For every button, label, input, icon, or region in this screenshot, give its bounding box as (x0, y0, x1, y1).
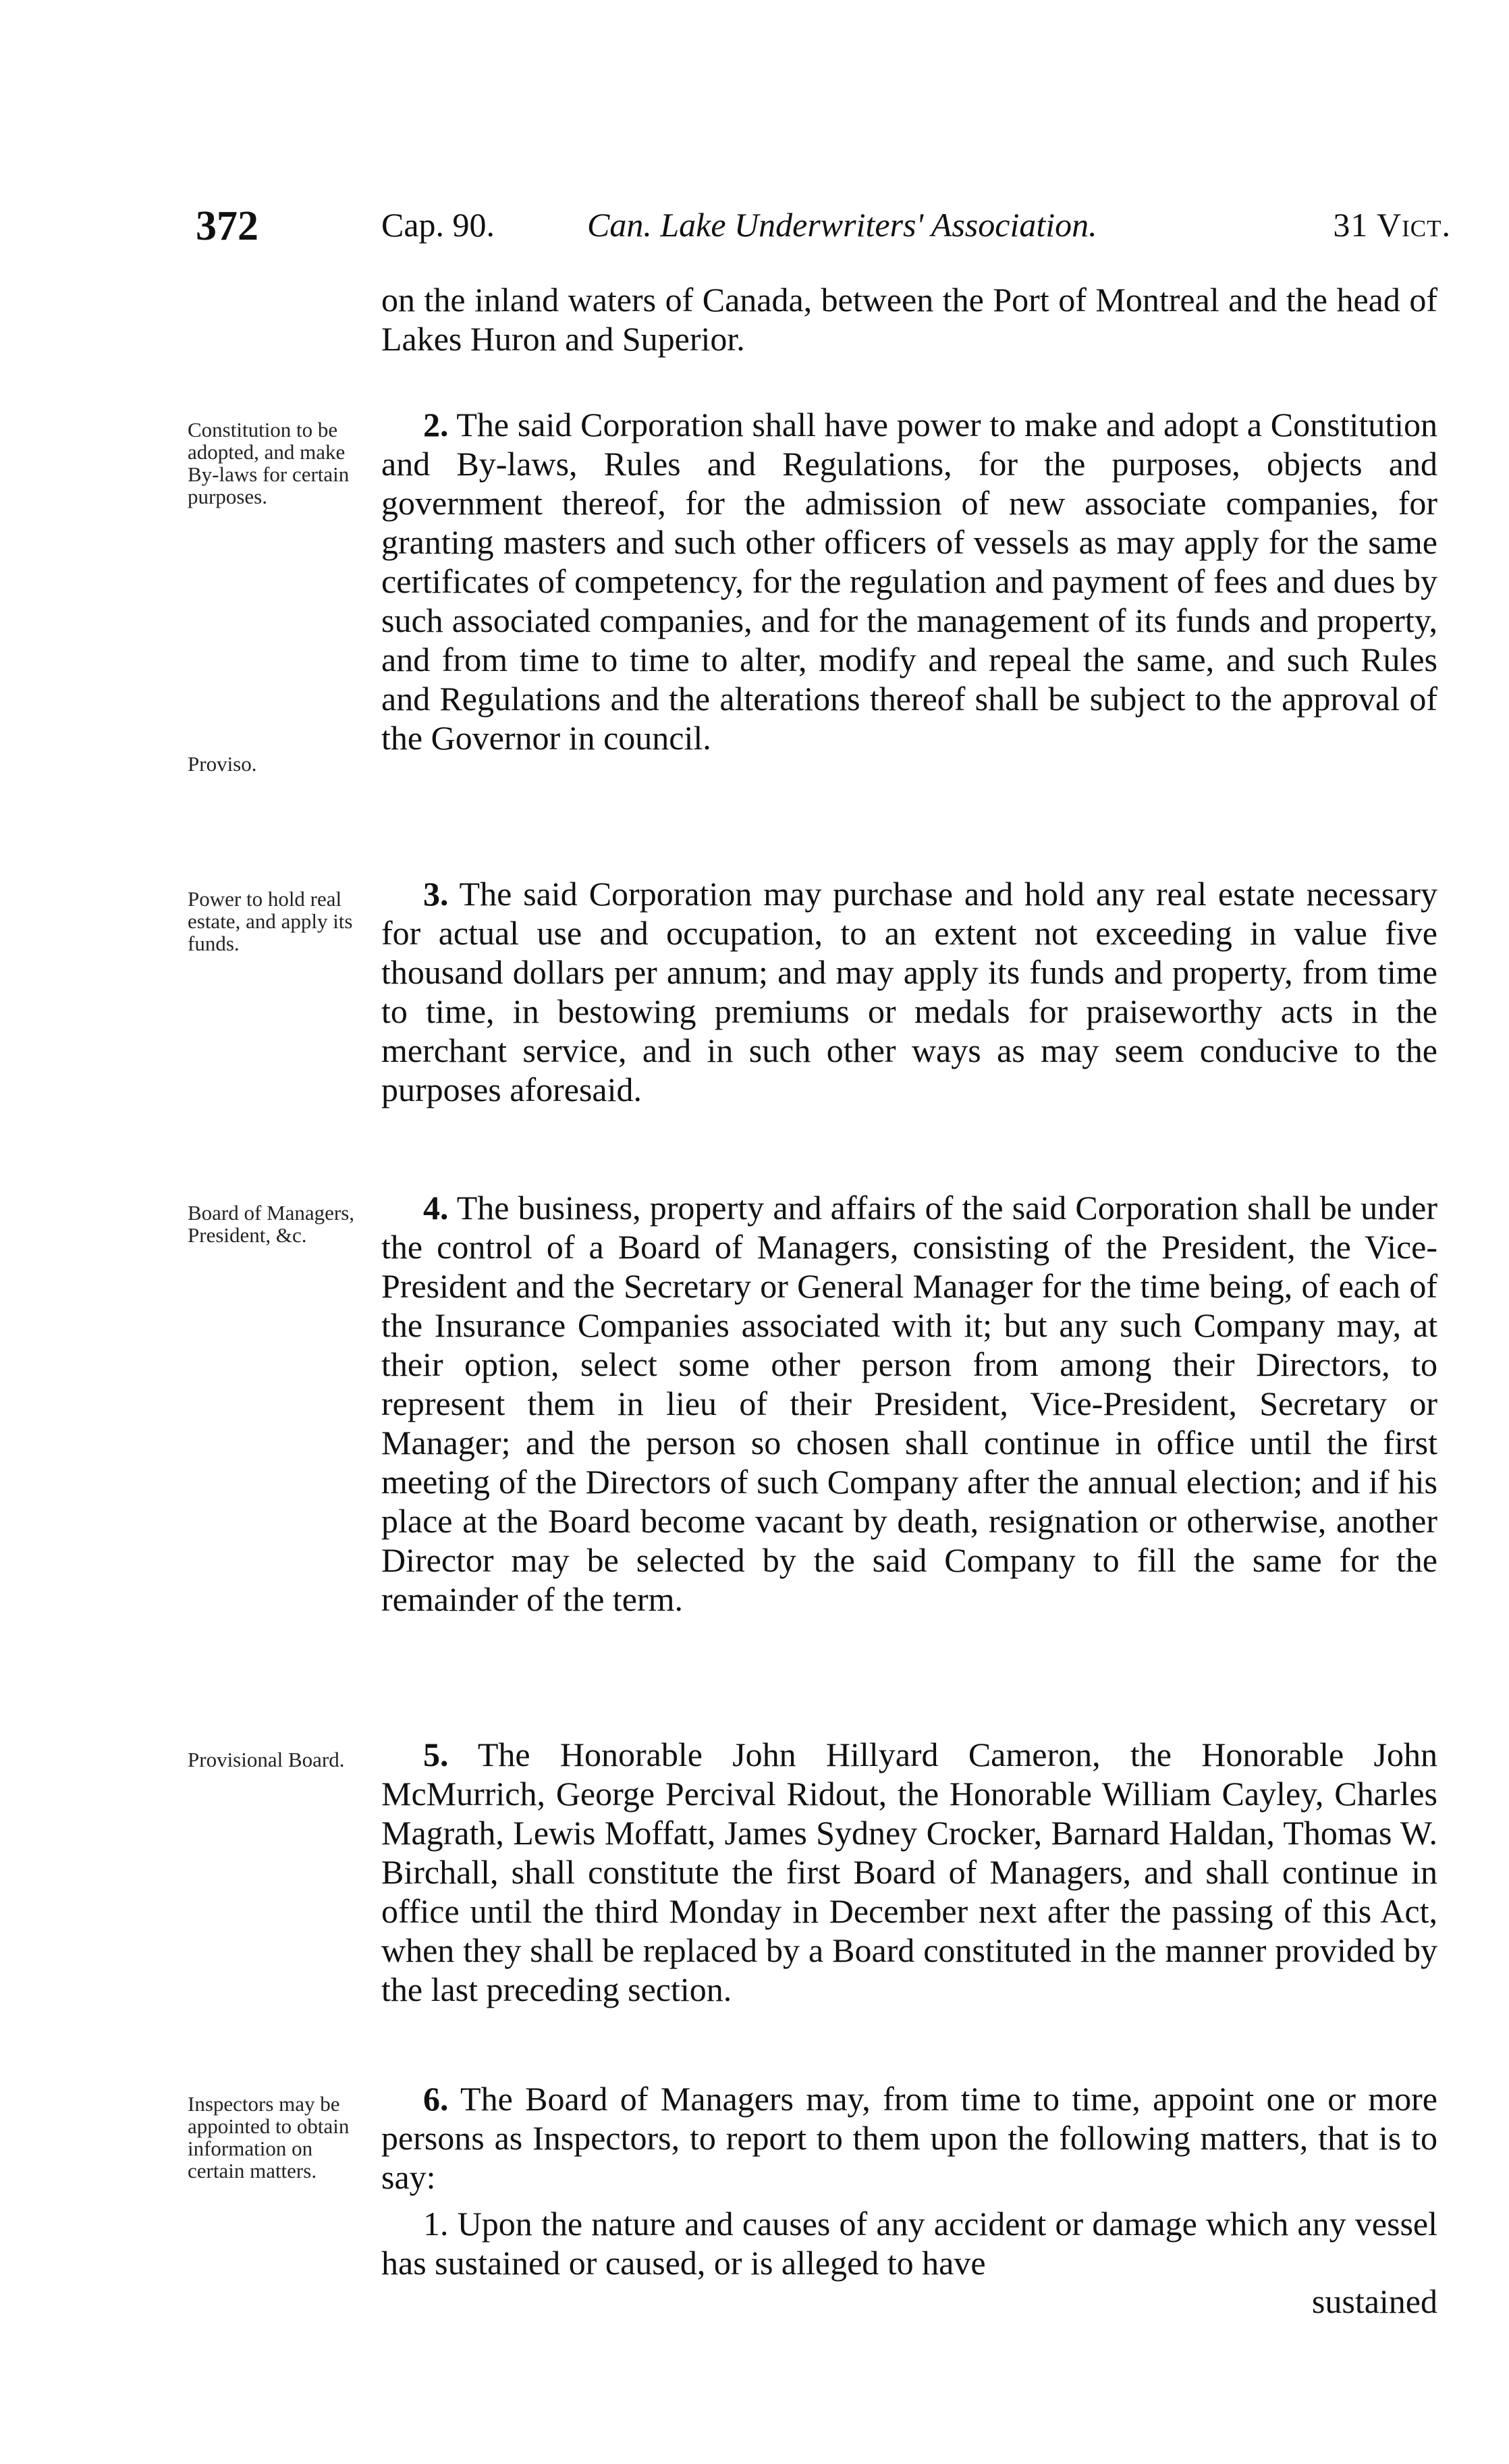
section-number: 2. (423, 406, 449, 444)
continuation-paragraph: on the inland waters of Canada, between the Port of Montreal and the head of Lakes Huron and Superior. (381, 281, 1437, 358)
marginal-note-power: Power to hold real estate, and apply its funds. (188, 887, 353, 955)
section-text: The business, property and affairs of the said Corporation shall be under the control of a Board of Managers, consisting of the President, the Vice-President and the Secretary or General Manager for the time being, of each of the Insurance Companies associated with it; but any such Company may, at their option, select some other person from among their Directors, to represent them in lieu of their President, Vice-President, Secretary or Manager; and the person so chosen shall continue in office until the first meeting of the Directors of such Company after the annual election; and if his place at the Board become vacant by death, resignation or otherwise, another Director may be selected by the said Company to fill the same for the remainder of the term. (381, 1189, 1437, 1618)
section-text: The said Corporation may purchase and hold any real estate necessary for actual use and occupation, to an extent not exceeding in value five thousand dollars per annum; and may apply its funds and property, from time to time, in bestowing premiums or medals for praiseworthy acts in the merchant service, and in such other ways as may seem conducive to the purposes aforesaid. (381, 875, 1437, 1108)
subsection-text: Upon the nature and causes of any accident or damage which any vessel has sustained or caused, or is alleged to have (381, 2205, 1437, 2282)
page-number: 372 (196, 203, 258, 249)
catchword: sustained (1311, 2282, 1437, 2320)
running-header (196, 203, 1451, 257)
section-4 (381, 1188, 1437, 1619)
section-5 (381, 1735, 1437, 2009)
subsection-number: 1. (423, 2205, 449, 2243)
marginal-note-board: Board of Managers, President, &c. (188, 1201, 355, 1247)
section-6 (381, 2079, 1437, 2197)
marginal-note-inspectors: Inspectors may be appointed to obtain information on certain matters. (188, 2092, 350, 2182)
marginal-note-constitution: Constitution to be adopted, and make By-laws for certain purposes. (188, 418, 350, 508)
subsection-1 (381, 2204, 1437, 2282)
section-3 (381, 874, 1437, 1109)
marginal-note-provisional: Provisional Board. (188, 1748, 345, 1771)
section-number: 3. (423, 875, 449, 913)
section-text: The Honorable John Hillyard Cameron, the Honorable John McMurrich, George Percival Ridout, the Honorable William Cayley, Charles Magrath, Lewis Moffatt, James Sydney Crocker, Barnard Haldan, Thomas W. Birchall, shall constitute the first Board of Managers, and shall continue in office until the third Monday in December next after the passing of this Act, when they shall be replaced by a Board constituted in the manner provided by the last preceding section. (381, 1736, 1437, 2008)
section-text: The Board of Managers may, from time to time, appoint one or more persons as Inspectors, to report to them upon the following matters, that is to say: (381, 2080, 1437, 2196)
chapter-label: Cap. 90. (381, 206, 495, 244)
marginal-note-proviso: Proviso. (188, 752, 257, 776)
section-number: 6. (423, 2080, 449, 2118)
section-2 (381, 405, 1437, 757)
section-number: 5. (423, 1736, 449, 1773)
section-text: The said Corporation shall have power to make and adopt a Constitution and By-laws, Rules and Regulations, for the purposes, objects and government thereof, for the admission of new associate companies, for granting masters and such other officers of vessels as may apply for the same certificates of competency, for the regulation and payment of fees and dues by such associated companies, and for the management of its funds and property, and from time to time to alter, modify and repeal the same, and such Rules and Regulations and the alterations thereof shall be subject to the approval of the Governor in council. (381, 406, 1437, 757)
regnal-year: 31 Vict. (1333, 206, 1451, 244)
act-title: Can. Lake Underwriters' Association. (587, 206, 1097, 244)
section-number: 4. (423, 1189, 449, 1227)
